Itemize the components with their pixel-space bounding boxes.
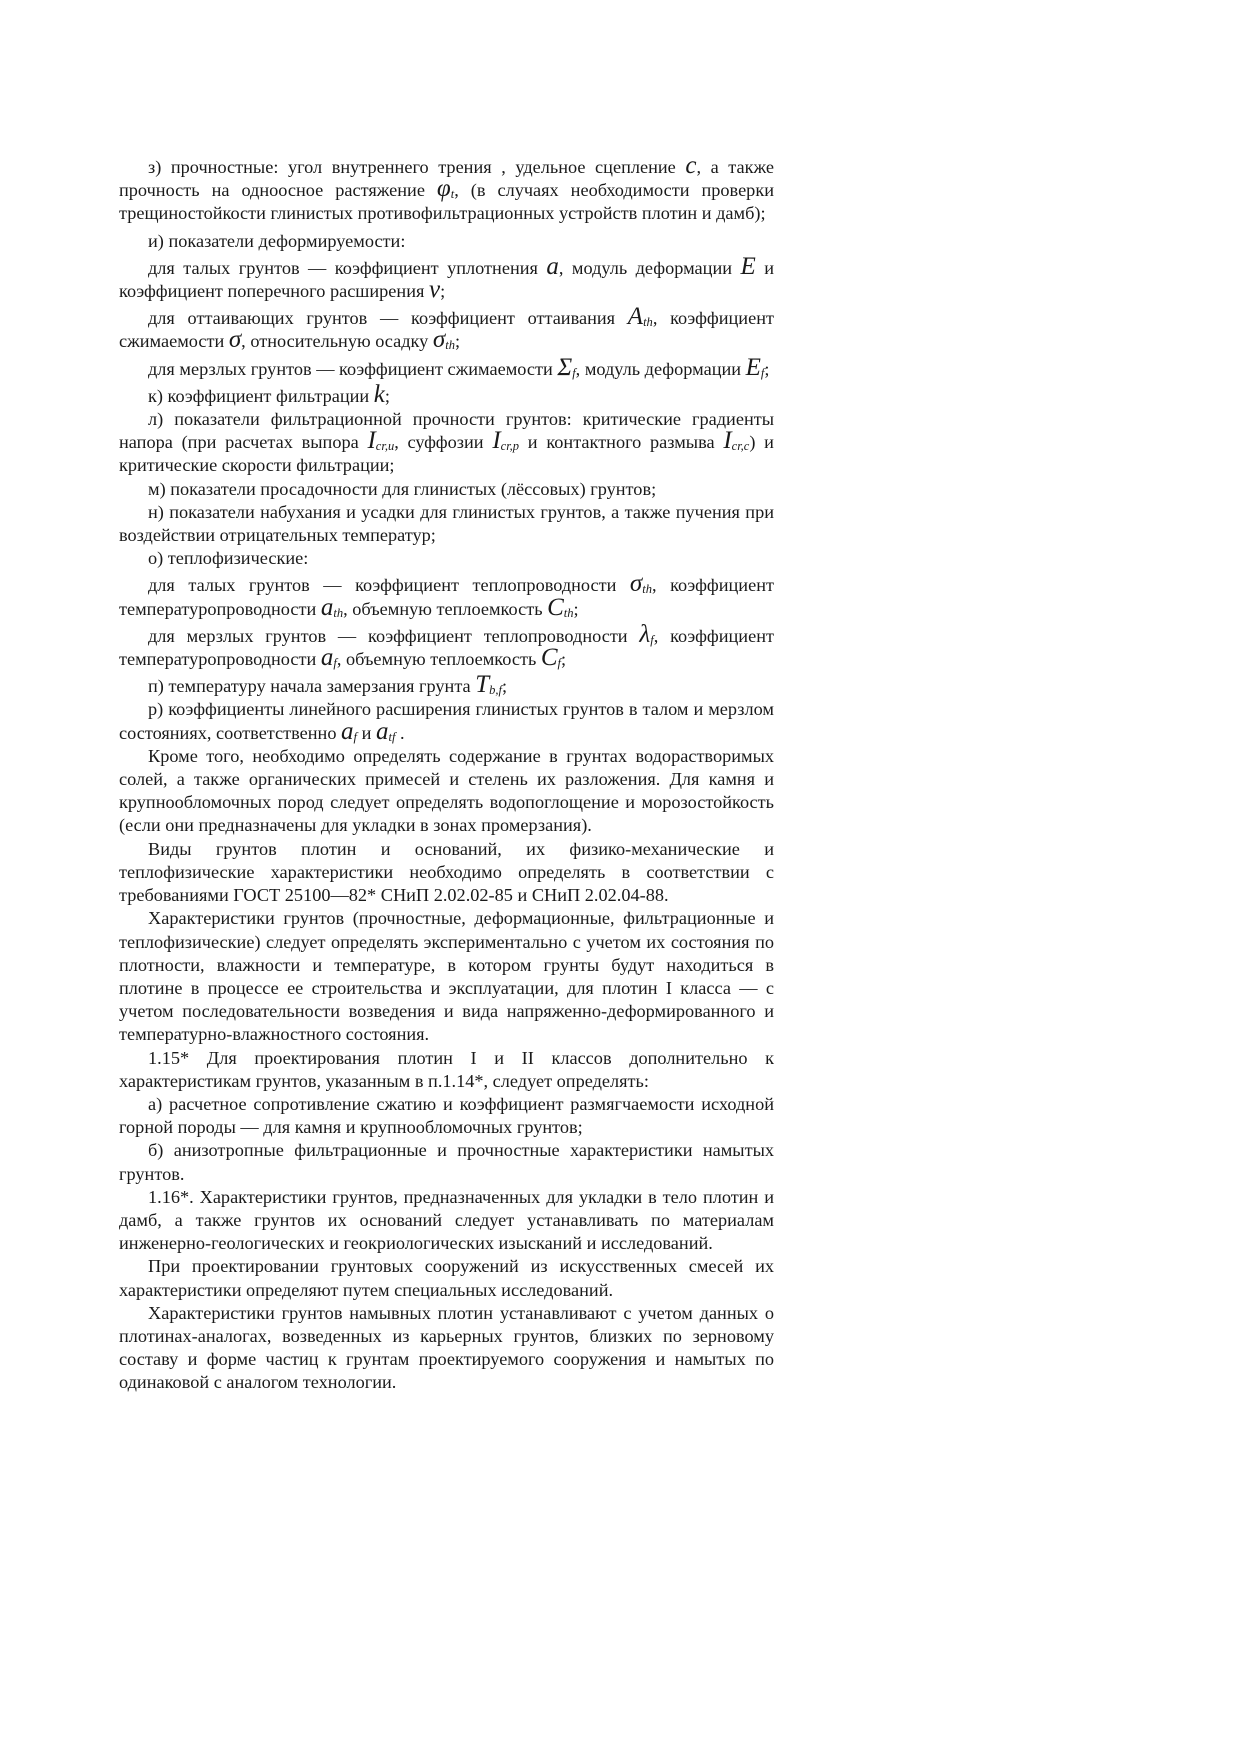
math-subscript: f	[557, 656, 562, 671]
math-symbol: I	[723, 427, 732, 455]
paragraph-text: 1.15* Для проектирования плотин I и II классов дополнительно к характеристикам грунтов, указанным в п.1.14*, следует определять:	[119, 1047, 774, 1091]
paragraph	[119, 570, 774, 620]
math-symbol: σ	[228, 326, 242, 354]
math-symbol: σ	[629, 570, 643, 598]
math-subscript: th	[643, 315, 653, 330]
paragraph	[119, 838, 774, 908]
math-subscript: cr,u	[375, 439, 395, 454]
paragraph-text: для оттаивающих грунтов — коэффициент оттаивания	[148, 308, 628, 329]
paragraph	[119, 1093, 774, 1139]
paragraph-text: , относительную осадку	[241, 331, 433, 352]
math-symbol: σ	[432, 326, 446, 354]
math-subscript: t	[450, 187, 455, 202]
paragraph	[119, 671, 774, 698]
paragraph	[119, 226, 774, 253]
paragraph	[119, 478, 774, 501]
math-subscript: f	[333, 656, 337, 671]
paragraph-text: ;	[561, 649, 567, 670]
paragraph-text: и) показатели деформируемости:	[148, 230, 406, 251]
paragraph-text: л) показатели фильтрационной прочности грунтов: критические градиенты напора (при расчетах выпора	[119, 409, 774, 453]
math-subscript: th	[445, 338, 455, 353]
math-subscript: tf	[388, 729, 396, 744]
paragraph	[119, 381, 774, 408]
paragraph-text: , коэффициент сжимаемости	[119, 308, 774, 352]
paragraph-text: р) коэффициенты линейного расширения глинистых грунтов в талом и мерзлом состояниях, соответственно	[119, 699, 774, 743]
paragraph-text: ) и критические скорости фильтрации;	[119, 432, 774, 476]
math-symbol: c	[685, 152, 697, 179]
math-symbol: I	[367, 427, 376, 455]
paragraph	[119, 907, 774, 1046]
math-subscript: b,f	[489, 683, 502, 698]
paragraph-text: б) анизотропные фильтрационные и прочностные характеристики намытых грунтов.	[119, 1140, 774, 1184]
paragraph	[119, 1255, 774, 1301]
paragraph-text: и коэффициент поперечного расширения	[119, 257, 774, 302]
paragraph-text: и контактного размыва	[519, 432, 724, 453]
math-symbol: C	[547, 593, 564, 621]
paragraph	[119, 303, 774, 353]
math-subscript: f	[572, 365, 576, 380]
paragraph-text: п) температуру начала замерзания грунта	[148, 676, 476, 697]
paragraph	[119, 698, 774, 744]
math-subscript: th	[333, 605, 344, 620]
paragraph	[119, 408, 774, 478]
paragraph-text: , объемную теплоемкость	[343, 598, 548, 619]
math-symbol: T	[475, 671, 490, 699]
paragraph	[119, 1302, 774, 1395]
paragraph-text: , коэффициент температуропроводности	[119, 575, 774, 619]
paragraph-text: , а также прочность на одноосное растяжение	[119, 157, 774, 201]
paragraph-text: .	[395, 722, 405, 743]
math-subscript: cr,c	[731, 439, 750, 454]
math-symbol: a	[546, 252, 559, 280]
paragraph-text: При проектировании грунтовых сооружений из искусственных смесей их характеристики определяют путем специальных исследований.	[119, 1256, 774, 1300]
math-symbol: Σ	[557, 353, 573, 381]
paragraph-text: 1.16*. Характеристики грунтов, предназначенных для укладки в тело плотин и дамб, а также грунтов их оснований следует устанавливать по материалам инженерно-геологических и геокриологических изысканий и исследований.	[119, 1186, 774, 1254]
paragraph	[119, 621, 774, 671]
paragraph	[119, 354, 774, 381]
paragraph	[119, 152, 774, 226]
paragraph	[119, 745, 774, 838]
math-symbol: a	[341, 717, 354, 745]
math-symbol: I	[492, 427, 501, 455]
math-symbol: A	[627, 303, 644, 331]
paragraph-text: , коэффициент температуропроводности	[119, 625, 774, 670]
math-symbol: a	[320, 593, 334, 621]
paragraph-text: и	[357, 722, 376, 743]
paragraph-text: о) теплофизические:	[148, 548, 309, 569]
math-subscript: f	[650, 632, 654, 647]
math-symbol: a	[320, 644, 334, 672]
paragraph-text: , модуль деформации	[575, 358, 746, 379]
paragraph-text: , объемную теплоемкость	[336, 649, 541, 670]
paragraph	[119, 1047, 774, 1093]
paragraph-text: Виды грунтов плотин и оснований, их физико-механические и теплофизические характеристики необходимо определять в соответствии с требованиями ГОСТ 25100—82* СНиП 2.02.02-85 и СНиП 2.02.04-88.	[119, 838, 774, 906]
paragraph-text: , суффозии	[394, 432, 493, 453]
paragraph-text: , (в случаях необходимости проверки трещиностойкости глинистых противофильтрационных устройств плотин и дамб);	[119, 180, 774, 224]
math-symbol: φ	[436, 175, 451, 203]
paragraph	[119, 547, 774, 570]
paragraph-text: ;	[501, 676, 508, 697]
paragraph-text: Кроме того, необходимо определять содержание в грунтах водорастворимых солей, а также органических примесей и стелень их разложения. Для камня и крупнообломочных пород следует определять водопоглощение и морозостойкость (если они предназначены для укладки в зонах промерзания).	[119, 745, 774, 836]
paragraph	[119, 1186, 774, 1256]
paragraph-text: Характеристики грунтов (прочностные, деформационные, фильтрационные и теплофизические) следует определять экспериментально с учетом их состояния по плотности, влажности и температуре, в котором грунты будут находиться в плотине в процессе ее строительства и эксплуатации, для плотин I класса — с учетом последовательности возведения и вида напряженно-деформированного и температурно-влажностного состояния.	[119, 908, 774, 1045]
math-symbol: a	[375, 717, 389, 745]
paragraph	[119, 1139, 774, 1185]
math-symbol: v	[428, 276, 441, 304]
math-subscript: cr,p	[500, 439, 520, 454]
math-subscript: f	[353, 729, 358, 744]
paragraph-text: ;	[573, 598, 579, 619]
math-subscript: th	[563, 605, 574, 620]
paragraph-text: ;	[440, 281, 446, 302]
paragraph-text: з) прочностные: угол внутреннего трения , удельное сцепление	[148, 157, 686, 177]
paragraph	[119, 501, 774, 547]
document-page	[119, 152, 774, 1395]
math-symbol: E	[740, 252, 756, 280]
paragraph-text: , модуль деформации	[558, 257, 741, 278]
paragraph-text: к) коэффициент фильтрации	[148, 385, 374, 406]
math-symbol: C	[540, 644, 558, 672]
paragraph-text: для талых грунтов — коэффициент уплотнения	[148, 257, 547, 278]
paragraph	[119, 253, 774, 303]
paragraph-text: для мерзлых грунтов — коэффициент сжимаемости	[148, 358, 558, 379]
paragraph-text: ;	[764, 358, 770, 379]
paragraph-text: а) расчетное сопротивление сжатию и коэффициент размягчаемости исходной горной породы — для камня и крупнообломочных грунтов;	[119, 1093, 774, 1138]
paragraph-text: ;	[454, 331, 461, 352]
paragraph-text: ;	[384, 385, 390, 406]
math-subscript: th	[642, 582, 652, 597]
paragraph-text: м) показатели просадочности для глинистых (лёссовых) грунтов;	[148, 478, 657, 499]
math-symbol: λ	[639, 620, 651, 648]
paragraph-text: для талых грунтов — коэффициент теплопроводности	[148, 575, 630, 596]
paragraph-text: для мерзлых грунтов — коэффициент теплопроводности	[148, 625, 640, 646]
math-subscript: f	[760, 365, 765, 380]
paragraph-text: Характеристики грунтов намывных плотин устанавливают с учетом данных о плотинах-аналогах, возведенных из карьерных грунтов, близких по зерновому составу и форме частиц к грунтам проектируемого сооружения и намытых по одинаковой с аналогом технологии.	[119, 1302, 774, 1393]
math-symbol: k	[373, 380, 385, 408]
paragraph-text: н) показатели набухания и усадки для глинистых грунтов, а также пучения при воздействии отрицательных температур;	[119, 501, 774, 546]
math-symbol: E	[745, 353, 761, 381]
